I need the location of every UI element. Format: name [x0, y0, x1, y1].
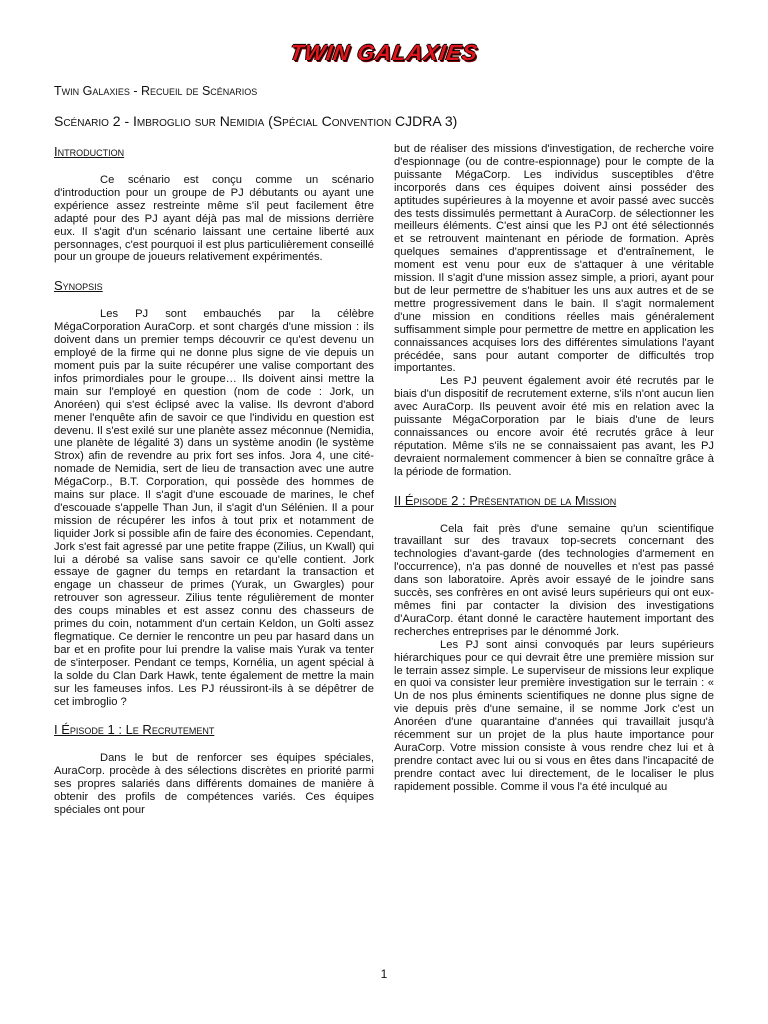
collection-title: Twin Galaxies - Recueil de Scénarios: [54, 84, 258, 98]
logo: [0, 40, 768, 66]
introduction-paragraph: Ce scénario est conçu comme un scénario d'introduction pour un groupe de PJ débutants ou ayant une expérience assez restreinte même s'il peut facilement être adapté pour des PJ ayant déjà pas mal de missions derrière eux. Il s'agit d'un scénario laissant une certaine liberté aux personnages, c'est pourquoi il est plus particulièrement conseillé pour un groupe de joueurs relativement expérimentés.: [54, 174, 374, 264]
page-number: 1: [380, 967, 388, 981]
right-column: [394, 143, 714, 794]
episode1-heading: I Épisode 1 : Le Recrutement: [54, 722, 215, 738]
episode2-paragraph-1: Cela fait près d'une semaine qu'un scientifique travaillant sur des travaux top-secrets concernant des technologies d'avant-garde (des technologies d'armement en l'occurrence), n'a pas donné de nouvelles et n'est pas passé dans son laboratoire. Après avoir essayé de le joindre sans succès, ses confrères en ont avisé leurs supérieurs qui ont eux-mêmes fini par contacter la division des investigations d'AuraCorp. étant donné le caractère hautement important des recherches entreprises par le dénommé Jork.: [394, 522, 714, 638]
synopsis-heading: Synopsis: [54, 278, 103, 294]
episode1-paragraph-2: Les PJ peuvent également avoir été recrutés par le biais d'un dispositif de recrutement externe, s'ils n'ont aucun lien avec AuraCorp. Ils peuvent avoir été mis en relation avec la puissante MégaCorporation par le biais d'une de leurs connaissances ou encore avoir été recrutés grâce à leur réputation. Même s'ils ne se connaissaient pas avant, les PJ devraient normalement commencer à bien se connaître grâce à la période de formation.: [394, 375, 714, 478]
episode1-paragraph-1: Dans le but de renforcer ses équipes spéciales, AuraCorp. procède à des sélections discrètes en priorité parmi ses propres salariés dans différents domaines de manière à obtenir des profils de compétences variés. Ces équipes spéciales ont pour: [54, 752, 374, 817]
episode1-paragraph-1-continued: but de réaliser des missions d'investigation, de recherche voire d'espionnage (ou de contre-espionnage) pour le compte de la puissante MégaCorp. Les individus susceptibles d'être incorporés dans ces équipes doivent ainsi posséder des aptitudes supérieures à la moyenne et avoir passé avec succès des tests dissimulés permettant à AuraCorp. de sélectionner les meilleurs éléments. C'est ainsi que les PJ ont été sélectionnés et se retrouvent maintenant en période de formation. Après quelques semaines d'apprentissage et d'entraînement, le moment est venu pour eux de s'attaquer à une véritable mission. Il s'agit d'une mission assez simple, a priori, ayant pour but de leur permettre de s'habituer les uns aux autres et de se mettre progressivement dans le bain. Il s'agit normalement d'une mission en conditions réelles mais généralement suffisamment simple pour permettre de mettre en application les connaissances acquises lors des différentes simulations l'ayant précédée, sans pour autant comporter de difficultés trop importantes.: [394, 143, 714, 375]
synopsis-paragraph: Les PJ sont embauchés par la célèbre MégaCorporation AuraCorp. et sont chargés d'une mission : ils doivent dans un premier temps découvrir ce qu'est devenu un employé de la firme qui ne donne plus signe de vie depuis un moment puis par la suite récupérer une valise comportant des infos primordiales pour le groupe… Ils doivent ainsi mettre la main sur l'employé en question (nom de code : Jork, un Anoréen) qui s'est éclipsé avec la valise. Ils devront d'abord mener l'enquête afin de savoir ce que l'individu en question est devenu. Il s'est exilé sur une planète assez méconnue (Nemidia, une planète de légalité 3) dans un système anodin (le système Strox) afin de revendre au prix fort ses infos. Jora 4, une cité-nomade de Nemidia, sert de lieu de transaction avec une autre MégaCorp., B.T. Corporation, qui possède des hommes de mains sur place. Il s'agit d'une escouade de marines, le chef d'escouade s'appelle Than Jun, il s'agit d'un Sélénien. Il a pour mission de récupérer les infos à tout prix et notamment de liquider Jork si possible afin de faire des économies. Cependant, Jork s'est fait agressé par une petite frappe (Zilius, un Kwall) qui lui a dérobé sa valise sans savoir ce qu'elle contient. Jork essaye de gagner du temps en retardant la transaction et engage un chasseur de primes (Yurak, un Gwargles) pour retrouver son agresseur. Zilius tente régulièrement de monter des coups minables et est assez connu des chasseurs de primes du coin, notamment d'un certain Keldon, un Golti assez flegmatique. Ce dernier le rencontre un peu par hasard dans un bar et en profite pour lui prendre la valise mais Yurak va tenter de s'interposer. Pendant ce temps, Kornélia, un agent spécial à la solde du Clan Dark Hawk, tente également de mettre la main sur les fameuses infos. Les PJ réussiront-ils à se dépêtrer de cet imbroglio ?: [54, 308, 374, 708]
episode2-heading: II Épisode 2 : Présentation de la Mission: [394, 492, 617, 508]
introduction-heading: Introduction: [54, 144, 125, 159]
episode2-paragraph-2: Les PJ sont ainsi convoqués par leurs supérieurs hiérarchiques pour ce qui devrait être une première mission sur le terrain assez simple. Le superviseur de missions leur explique en quoi va consister leur première investigation sur le terrain : « Un de nos plus éminents scientifiques ne donne plus signe de vie depuis près d'une semaine, il se nomme Jork c'est un Anoréen d'une quarantaine d'années qui travaillait jusqu'à récemment sur un projet de la plus haute importance pour AuraCorp. Votre mission consiste à vous rendre chez lui et à prendre contact avec lui ou si vous en êtes dans l'incapacité de prendre contact avec lui directement, de le localiser le plus rapidement possible. Comme il vous l'a été inculqué au: [394, 638, 714, 793]
scenario-title: Scénario 2 - Imbroglio sur Nemidia (Spécial Convention CJDRA 3): [54, 113, 458, 129]
left-column: [54, 144, 374, 817]
logo-text: TWIN GALAXIES: [288, 40, 480, 65]
